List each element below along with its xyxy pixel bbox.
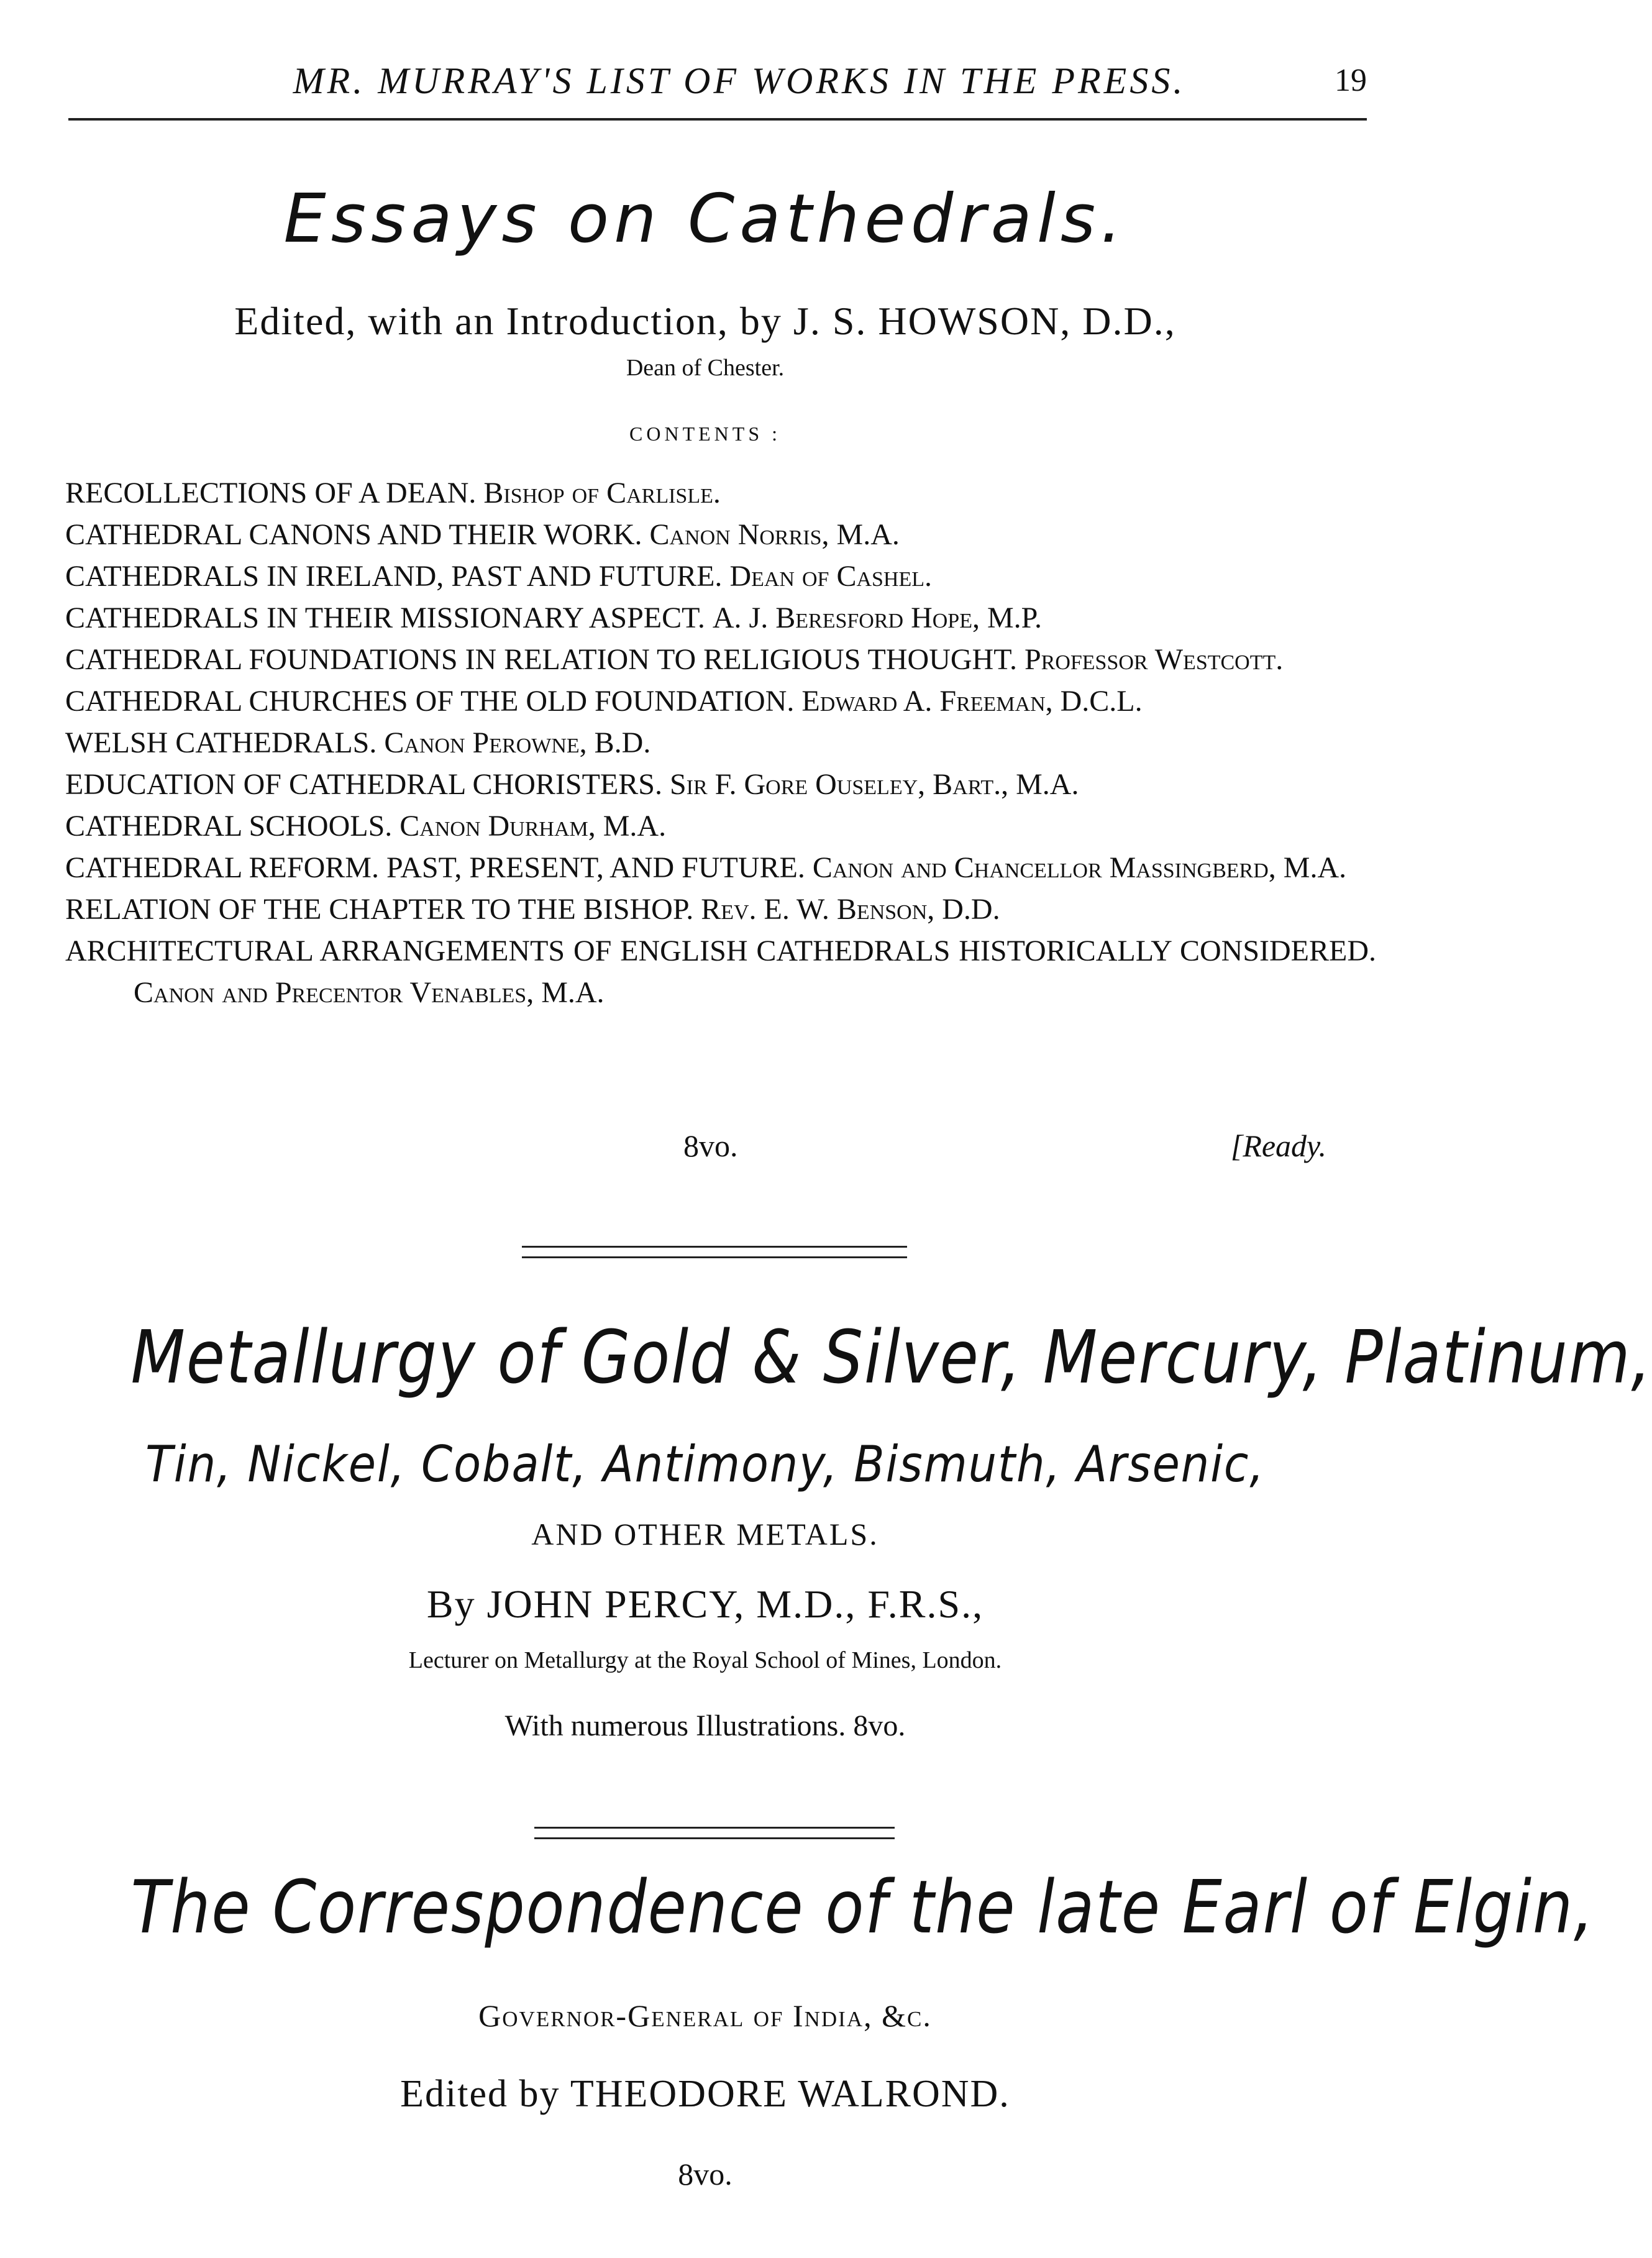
- format-status-line: [65, 1128, 1326, 1177]
- other-metals-line: AND OTHER METALS.: [531, 1517, 879, 1552]
- essay-title: RELATION OF THE CHAPTER TO THE BISHOP.: [65, 893, 694, 926]
- essay-author: Canon Durham, M.A.: [399, 810, 667, 843]
- contents-entry: [65, 930, 1376, 1013]
- page-number: 19: [1335, 63, 1367, 98]
- essay-title: CATHEDRAL FOUNDATIONS IN RELATION TO RELIGIOUS THOUGHT.: [65, 643, 1017, 676]
- essay-author: Professor Westcott.: [1024, 643, 1284, 676]
- editor-line: Edited, with an Introduction, by J. S. HOWSON, D.D.,: [234, 299, 1176, 343]
- essay-author: Canon and Precentor Venables, M.A.: [134, 976, 605, 1009]
- running-head-title: MR. MURRAY'S LIST OF WORKS IN THE PRESS.: [293, 60, 1186, 101]
- contents-label: CONTENTS :: [629, 423, 781, 445]
- format-label-elgin: 8vo.: [678, 2157, 732, 2192]
- contents-entry: [65, 680, 1376, 722]
- contents-entry: [65, 889, 1376, 930]
- essay-author: Rev. E. W. Benson, D.D.: [701, 893, 1000, 926]
- contents-entry: [65, 514, 1376, 555]
- essay-title: CATHEDRAL REFORM. PAST, PRESENT, AND FUTURE.: [65, 851, 805, 884]
- author-line: By JOHN PERCY, M.D., F.R.S.,: [426, 1582, 984, 1626]
- book-subtitle-metals: Tin, Nickel, Cobalt, Antimony, Bismuth, Arsenic,: [145, 1435, 1265, 1493]
- contents-entry: [65, 847, 1376, 889]
- essay-title: EDUCATION OF CATHEDRAL CHORISTERS.: [65, 768, 662, 801]
- essay-title: RECOLLECTIONS OF A DEAN.: [65, 477, 477, 510]
- essay-author: Canon and Chancellor Massingberd, M.A.: [812, 851, 1347, 884]
- contents-entry: [65, 722, 1376, 764]
- book-subtitle-governor: Governor-General of India, &c.: [478, 1998, 932, 2033]
- essay-title: CATHEDRALS IN IRELAND, PAST AND FUTURE.: [65, 560, 723, 593]
- essay-title: CATHEDRAL CHURCHES OF THE OLD FOUNDATION.: [65, 685, 795, 718]
- essay-author: Sir F. Gore Ouseley, Bart., M.A.: [669, 768, 1079, 801]
- format-label: 8vo.: [683, 1128, 738, 1163]
- author-title: Lecturer on Metallurgy at the Royal School of Mines, London.: [408, 1647, 1002, 1673]
- essay-title: CATHEDRAL CANONS AND THEIR WORK.: [65, 518, 642, 551]
- essay-title: ARCHITECTURAL ARRANGEMENTS OF ENGLISH CATHEDRALS HISTORICALLY CONSIDERED.: [65, 935, 1376, 967]
- book-title-elgin: The Correspondence of the late Earl of Elgin,: [130, 1864, 1595, 1950]
- essay-author: Dean of Cashel.: [729, 560, 933, 593]
- contents-entry: [65, 639, 1376, 680]
- running-head: [68, 53, 1367, 109]
- status-ready: [Ready.: [1230, 1128, 1326, 1163]
- contents-entry: [65, 472, 1376, 514]
- section-divider: [534, 1827, 895, 1839]
- contents-entry: [65, 597, 1376, 639]
- contents-entry: [65, 805, 1376, 847]
- essay-author: Edward A. Freeman, D.C.L.: [801, 685, 1143, 718]
- section-divider: [522, 1246, 907, 1258]
- essay-author: Bishop of Carlisle.: [483, 477, 721, 510]
- contents-entry: [65, 764, 1376, 805]
- essay-title: CATHEDRAL SCHOOLS.: [65, 810, 393, 843]
- essay-author: Canon Perowne, B.D.: [384, 726, 651, 759]
- book-title-essays: Essays on Cathedrals.: [283, 180, 1127, 258]
- book-title-metallurgy: Metallurgy of Gold & Silver, Mercury, Platinum,: [130, 1314, 1652, 1400]
- illustrations-line: With numerous Illustrations. 8vo.: [504, 1709, 906, 1742]
- essay-author: Canon Norris, M.A.: [649, 518, 900, 551]
- editor-title: Dean of Chester.: [626, 355, 785, 381]
- contents-list: [65, 472, 1376, 1013]
- header-rule: [68, 118, 1367, 121]
- essay-title: WELSH CATHEDRALS.: [65, 726, 377, 759]
- essay-author: A. J. Beresford Hope, M.P.: [712, 601, 1043, 634]
- contents-entry: [65, 555, 1376, 597]
- essay-title: CATHEDRALS IN THEIR MISSIONARY ASPECT.: [65, 601, 705, 634]
- editor-line-walrond: Edited by THEODORE WALROND.: [400, 2073, 1010, 2115]
